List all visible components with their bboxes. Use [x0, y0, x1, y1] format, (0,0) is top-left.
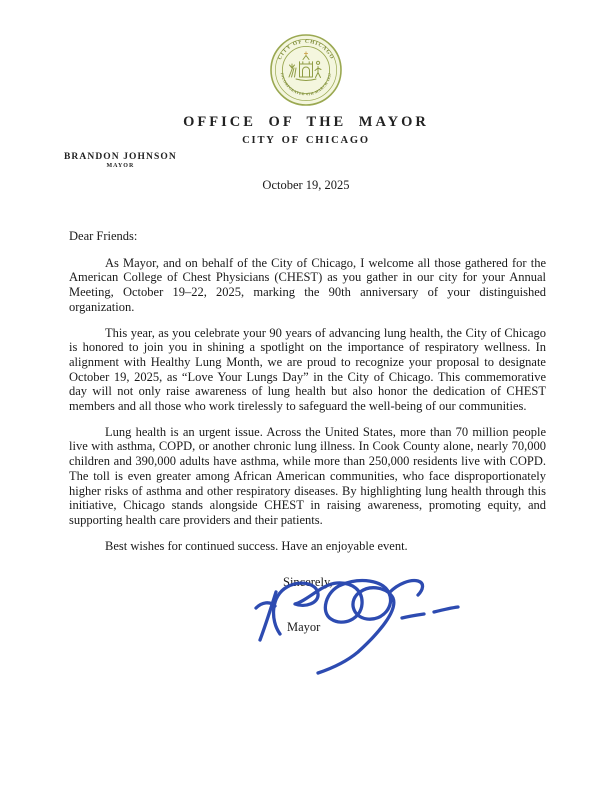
paragraph-3: Lung health is an urgent issue. Across the United States, more than 70 million people live with asthma, COPD, or another chronic lung illness. In Cook County alone, nearly 70,000 children and 390,000 adults have asthma, while more than 250,000 residents live with COPD. The toll is even greater among African American communities, who face disproportionately higher risks of asthma and other respiratory diseases. By highlighting lung health through this initiative, Chicago stands alongside CHEST in raising awareness, promoting equity, and supporting health care providers and their patients. [69, 424, 546, 527]
seal-ring-text-top: CITY OF CHICAGO [277, 38, 335, 61]
signer-title: Mayor [287, 620, 321, 634]
paragraph-4: Best wishes for continued success. Have an enjoyable event. [105, 538, 408, 553]
office-title: OFFICE OF THE MAYOR [183, 114, 429, 130]
valediction: Sincerely, [283, 575, 333, 589]
salutation: Dear Friends: [69, 229, 138, 243]
chicago-city-seal [269, 33, 343, 112]
sender-block [64, 152, 177, 169]
seal-graphic [269, 33, 343, 107]
sender-name: BRANDON JOHNSON [64, 152, 177, 162]
paragraph-1: As Mayor, and on behalf of the City of Chicago, I welcome all those gathered for the American College of Chest Physicians (CHEST) as you gather in our city for your Annual Meeting, October 19–22, 2025, marking the 90th anniversary of your distinguished organization. [69, 255, 546, 314]
sender-title: MAYOR [106, 163, 135, 169]
letter-date: October 19, 2025 [262, 178, 350, 192]
letter-body [69, 229, 546, 564]
seal-ring-text-bottom: INCORPORATED 4TH MARCH 1837 [279, 72, 333, 97]
paragraph-2: This year, as you celebrate your 90 years of advancing lung health, the City of Chicago is honored to join you in shining a spotlight on the importance of respiratory wellness. In alignment with Healthy Lung Month, we are proud to recognize your proposal to designate October 19, 2025, as “Love Your Lungs Day” in the City of Chicago. This commemorative day will not only raise awareness of lung health but also honor the dedication of CHEST members and all those who work tirelessly to safeguard the well-being of our communities. [69, 325, 546, 414]
city-subtitle: CITY OF CHICAGO [242, 135, 370, 146]
mayor-signature [240, 570, 475, 678]
